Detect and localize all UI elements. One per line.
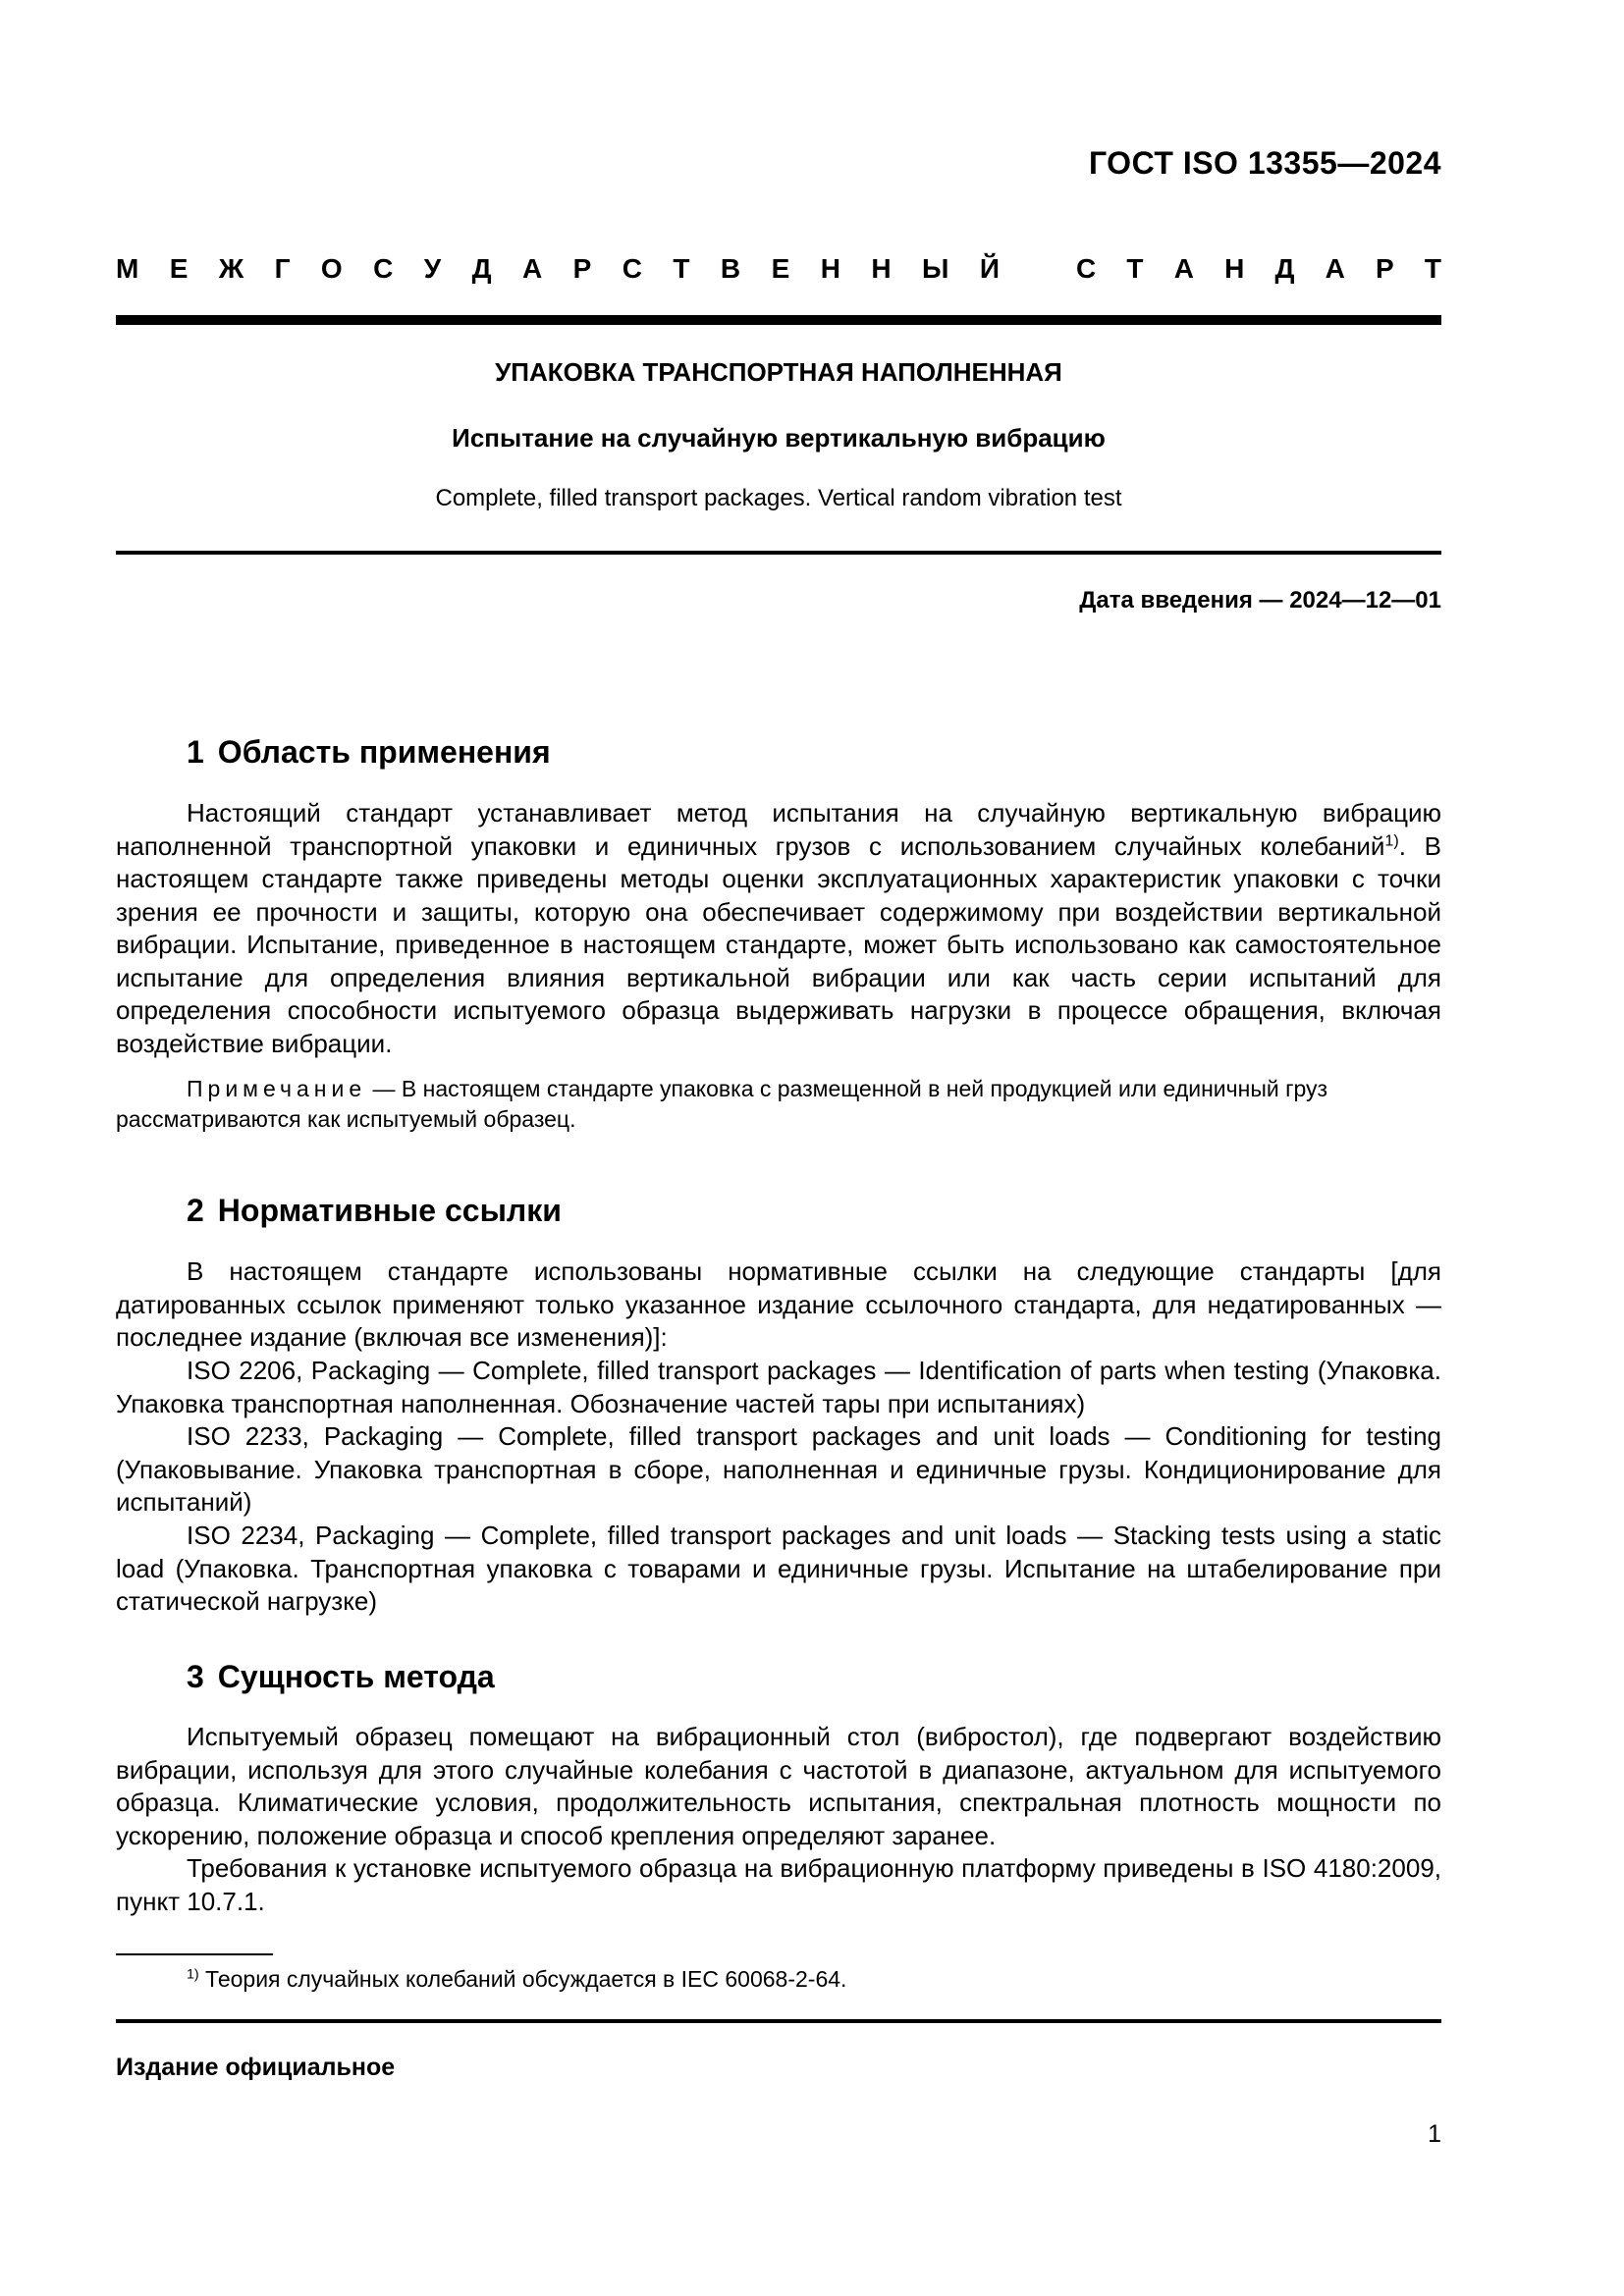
page-number: 1 <box>1428 2120 1441 2148</box>
section-1-heading <box>187 734 551 771</box>
document-title: УПАКОВКА ТРАНСПОРТНАЯ НАПОЛНЕННАЯ <box>495 357 1062 387</box>
section-number: 2 <box>187 1193 204 1228</box>
standard-type-heading <box>116 253 1441 285</box>
letter: Й <box>979 253 1000 284</box>
letter: А <box>1325 253 1345 284</box>
section-1-note <box>116 1074 1441 1135</box>
letter: Р <box>572 253 592 284</box>
letter: Г <box>274 253 291 284</box>
footnote-divider <box>116 1953 273 1955</box>
letter: Е <box>771 253 790 284</box>
letter: А <box>1173 253 1194 284</box>
section-3-paragraph-2: Требования к установке испытуемого образца на вибрационную платформу приведены в ISO 4180:2009, пункт 10.7.1. <box>116 1853 1441 1916</box>
section-title: Сущность метода <box>217 1659 495 1694</box>
footer-divider <box>116 2019 1441 2023</box>
letter: С <box>622 253 642 284</box>
reference-iso-2234: ISO 2234, Packaging — Complete, filled transport packages and unit loads — Stacking tests using a static load (Упаковка. Транспортная упаковка с товарами и единичные грузы. Испытание на штабелирование при статической нагрузке) <box>116 1521 1441 1616</box>
introduction-date: Дата введения — 2024—12—01 <box>1079 587 1441 614</box>
section-3-paragraph-1: Испытуемый образец помещают на вибрационный стол (вибростол), где подвергают воздействию вибрации, используя для этого случайные колебания с частотой в диапазоне, актуальном для испытуемого образца. Климатические условия, продолжительность испытания, спектральная плотность мощности по ускорению, положение образца и способ крепления определяют заранее. <box>116 1722 1441 1850</box>
letter: Р <box>1376 253 1394 284</box>
letter: Е <box>169 253 189 284</box>
letter: Т <box>673 253 690 284</box>
spaced-word-standard <box>1076 253 1441 285</box>
section-2-paragraph: В настоящем стандарте использованы нормативные ссылки на следующие стандарты [для датированных ссылок применяют только указанное издание ссылочного стандарта, для недатированных — последнее издание (включая все изменения)]: <box>116 1256 1441 1352</box>
letter: Д <box>1274 253 1295 284</box>
letter: Ж <box>218 253 244 284</box>
section-2-heading <box>187 1193 562 1229</box>
paragraph-text: Настоящий стандарт устанавливает метод испытания на случайную вертикальную вибрацию наполненной транспортной упаковки и единичных грузов с использованием случайных колебаний <box>116 798 1441 861</box>
section-3-heading <box>187 1659 495 1695</box>
letter: Т <box>1424 253 1441 284</box>
letter: Н <box>1224 253 1245 284</box>
reference-iso-2233: ISO 2233, Packaging — Complete, filled transport packages and unit loads — Conditioning for testing (Упаковывание. Упаковка транспортная в сборе, наполненная и единичные грузы. Кондиционирование для испытаний) <box>116 1421 1441 1517</box>
section-title: Область применения <box>217 734 551 770</box>
title-divider <box>116 551 1441 555</box>
letter: Т <box>1126 253 1144 284</box>
letter: С <box>373 253 394 284</box>
footnote <box>187 1966 846 1993</box>
reference-iso-2206: ISO 2206, Packaging — Complete, filled transport packages — Identification of parts when testing (Упаковка. Упаковка транспортная наполненная. Обозначение частей тары при испытаниях) <box>116 1356 1441 1418</box>
paragraph-text: . В настоящем стандарте также приведены методы оценки эксплуатационных характеристик упаковки с точки зрения ее прочности и защиты, которую она обеспечивает содержимому при воздействии вертикальной вибрации. Испытание, приведенное в настоящем стандарте, может быть использовано как самостоятельное испытание для определения влияния вертикальной вибрации или как часть серии испытаний для определения способности испытуемого образца выдерживать нагрузки в процессе обращения, включая воздействие вибрации. <box>116 830 1441 1058</box>
note-label: Примечание <box>187 1076 367 1101</box>
letter: Н <box>871 253 892 284</box>
official-edition-label: Издание официальное <box>116 2054 396 2081</box>
header-thick-divider <box>116 315 1441 325</box>
letter: Ы <box>922 253 949 284</box>
letter: У <box>423 253 442 284</box>
footnote-mark: 1) <box>187 1966 199 1983</box>
footnote-reference[interactable]: 1) <box>1384 830 1399 849</box>
standard-code: ГОСТ ISO 13355—2024 <box>1088 145 1441 181</box>
section-number: 1 <box>187 734 204 770</box>
letter: С <box>1076 253 1097 284</box>
section-1-paragraph <box>116 797 1441 1060</box>
section-title: Нормативные ссылки <box>217 1193 562 1228</box>
letter: В <box>720 253 741 284</box>
note-text: — В настоящем стандарте упаковка с размещенной в ней продукцией или единичный груз рассматриваются как испытуемый образец. <box>116 1076 1328 1132</box>
letter: Н <box>820 253 840 284</box>
letter: Д <box>471 253 492 284</box>
letter: А <box>521 253 543 284</box>
footnote-text: Теория случайных колебаний обсуждается в IEC 60068-2-64. <box>198 1966 847 1992</box>
letter: М <box>116 253 139 284</box>
section-number: 3 <box>187 1659 204 1694</box>
english-title: Complete, filled transport packages. Vertical random vibration test <box>435 485 1122 511</box>
document-subtitle: Испытание на случайную вертикальную вибрацию <box>452 423 1106 453</box>
spaced-word-interstate <box>116 253 1000 285</box>
letter: О <box>320 253 343 284</box>
